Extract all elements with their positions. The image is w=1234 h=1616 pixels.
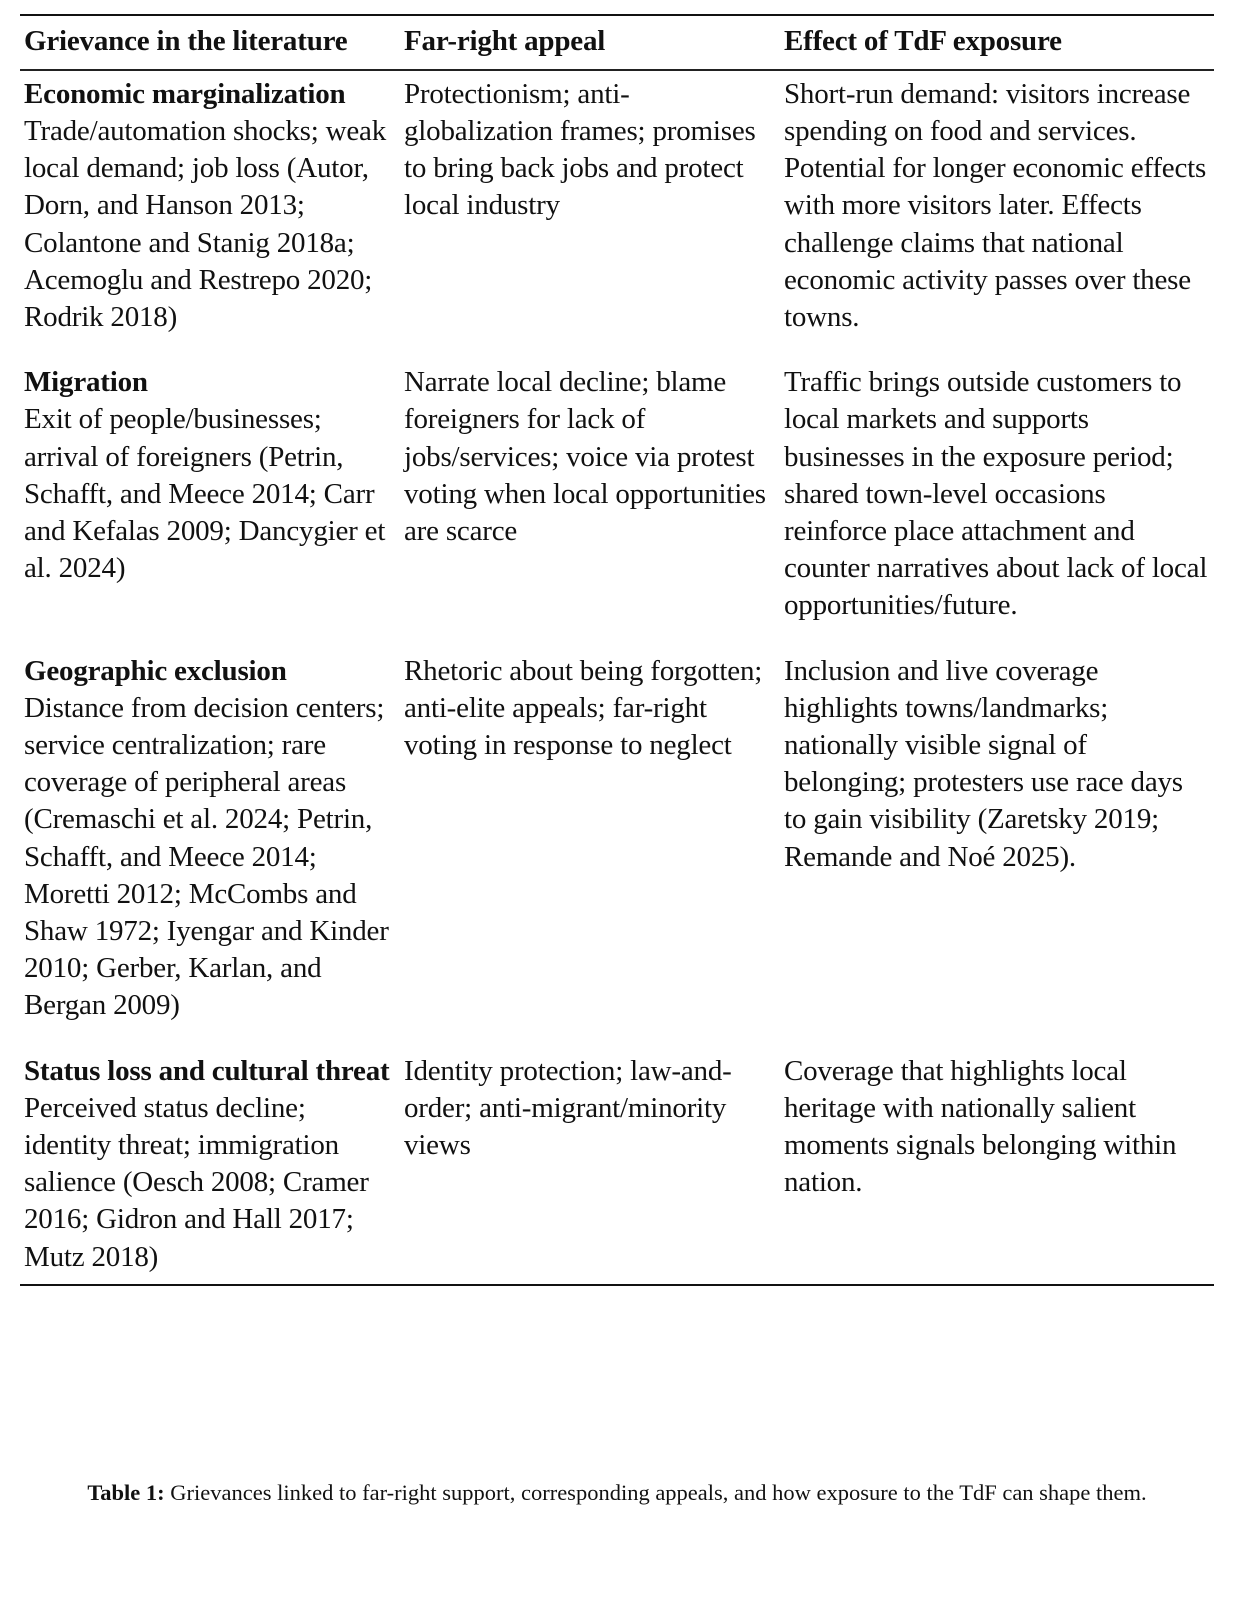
effect-text: Inclusion and live coverage highlights towns/landmarks; nationally visible signal of belonging; protesters use race days to gain visibility (Zaretsky 2019; Remande and Noé 2025).	[784, 654, 1183, 873]
header-grievance: Grievance in the literature	[24, 25, 348, 57]
grievance-cell	[20, 653, 400, 1053]
appeal-text: Protectionism; anti-globalization frames; promises to bring back jobs and protect local industry	[404, 77, 756, 222]
effect-cell	[780, 71, 1214, 364]
grievance-text: Perceived status decline; identity threat; immigration salience (Oesch 2008; Cramer 2016; Gidron and Hall 2017; Mutz 2018)	[24, 1091, 369, 1273]
grievance-title: Status loss and cultural threat	[24, 1054, 390, 1087]
table-row	[20, 364, 1214, 652]
table-row	[20, 1053, 1214, 1284]
caption-label: Table 1:	[87, 1480, 165, 1505]
effect-text: Coverage that highlights local heritage with nationally salient moments signals belonging within nation.	[784, 1054, 1177, 1199]
grievance-title: Migration	[24, 366, 148, 399]
appeal-cell	[400, 71, 780, 364]
bottom-rule	[20, 1284, 1214, 1286]
table-row	[20, 653, 1214, 1053]
effect-cell	[780, 653, 1214, 1053]
appeal-cell	[400, 1053, 780, 1284]
grievance-cell	[20, 364, 400, 652]
effect-text: Short-run demand: visitors increase spending on food and services. Potential for longer economic effects with more visitors later. Effects challenge claims that national economic activity passes over these towns.	[784, 77, 1207, 333]
grievance-text: Distance from decision centers; service centralization; rare coverage of peripheral areas (Cremaschi et al. 2024; Petrin, Schafft, and Meece 2014; Moretti 2012; McCombs and Shaw 1972; Iyengar and Kinder 2010; Gerber, Karlan, and Bergan 2009)	[24, 691, 389, 1022]
appeal-text: Rhetoric about being forgotten; anti-elite appeals; far-right voting in response to neglect	[404, 654, 763, 761]
grievance-title: Economic marginalization	[24, 77, 346, 110]
appeal-text: Identity protection; law-and-order; anti-migrant/minority views	[404, 1054, 732, 1161]
grievance-cell	[20, 1053, 400, 1284]
table	[20, 16, 1214, 69]
table-caption	[20, 1478, 1214, 1508]
appeal-cell	[400, 364, 780, 652]
effect-cell	[780, 364, 1214, 652]
grievance-text: Exit of people/businesses; arrival of foreigners (Petrin, Schafft, and Meece 2014; Carr and Kefalas 2009; Dancygier et al. 2024)	[24, 403, 386, 585]
header-effect: Effect of TdF exposure	[784, 25, 1062, 57]
appeal-text: Narrate local decline; blame foreigners for lack of jobs/services; voice via protest voting when local opportunities are scarce	[404, 366, 766, 547]
table-body	[20, 71, 1214, 1284]
caption-text: Grievances linked to far-right support, corresponding appeals, and how exposure to the TdF can shape them.	[164, 1480, 1147, 1505]
grievance-text: Trade/automation shocks; weak local demand; job loss (Autor, Dorn, and Hanson 2013; Colantone and Stanig 2018a; Acemoglu and Restrepo 2020; Rodrik 2018)	[24, 114, 387, 333]
table-row	[20, 71, 1214, 364]
effect-cell	[780, 1053, 1214, 1284]
grievance-table	[20, 14, 1214, 1286]
effect-text: Traffic brings outside customers to local markets and supports businesses in the exposure period; shared town-level occasions reinforce place attachment and counter narratives about lack of local opportunities/future.	[784, 366, 1208, 622]
appeal-cell	[400, 653, 780, 1053]
header-appeal: Far-right appeal	[404, 25, 606, 57]
grievance-title: Geographic exclusion	[24, 654, 287, 687]
grievance-cell	[20, 71, 400, 364]
header-row	[20, 16, 1214, 69]
